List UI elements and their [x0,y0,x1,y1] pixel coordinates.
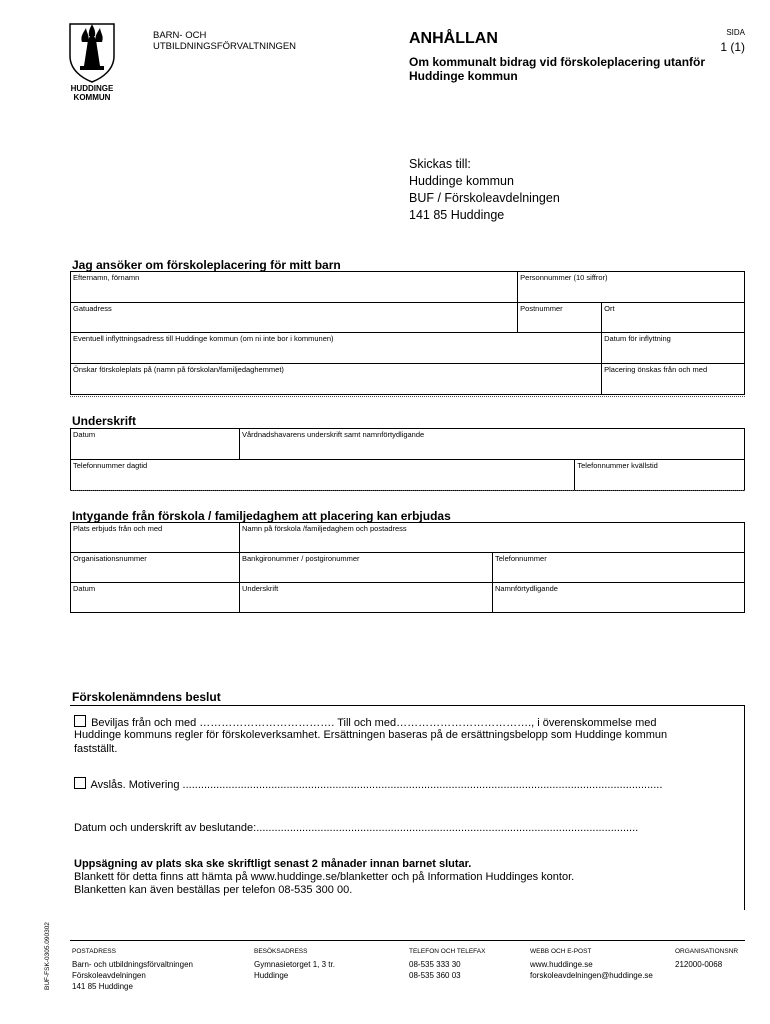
field-label: Datum [73,584,96,593]
org-number-field[interactable] [71,553,240,583]
rejected-option [74,777,734,792]
divider [70,396,745,397]
footer-text: 08-535 333 30 [409,960,461,969]
approved-option [74,715,734,730]
field-label: Telefonnummer [495,554,547,563]
footer-phone [409,946,485,981]
approved-text-line: fastställt. [74,743,118,755]
phone-field[interactable] [493,553,745,583]
footer-text: Förskoleavdelningen [72,971,146,980]
field-label: Ort [604,304,615,313]
footer-text: 212000-0068 [675,960,723,969]
send-to-line: BUF / Förskoleavdelningen [409,191,560,205]
field-label: Personnummer (10 siffror) [520,273,608,282]
email-link[interactable]: forskoleavdelningen@huddinge.se [530,971,653,980]
approved-checkbox[interactable] [74,715,86,727]
city-field[interactable] [602,303,745,333]
footer-text: Gymnasietorget 1, 3 tr. [254,960,335,969]
name-field[interactable] [71,272,518,303]
footer-label: BESÖKSADRESS [254,948,308,955]
phone-evening-field[interactable] [575,460,745,491]
field-label: Plats erbjuds från och med [73,524,163,533]
form-title: ANHÅLLAN [409,30,498,47]
website-link[interactable]: www.huddinge.se [530,960,593,969]
section-title-signature: Underskrift [72,414,137,428]
move-date-field[interactable] [602,333,745,364]
field-label: Bankgironummer / postgironummer [242,554,360,563]
field-label: Önskar förskoleplats på (namn på förskolan/familjedaghemmet) [73,365,284,374]
personal-number-field[interactable] [518,272,745,303]
footer-label: ORGANISATIONSNR [675,948,739,955]
send-to-label: Skickas till: [409,157,471,171]
footer-text: 08-535 360 03 [409,971,461,980]
notice-line: Blanketten kan även beställas per telefon 08-535 300 00. [74,884,353,896]
rejected-text: Avslås. Motivering ............................................................................................................................................................. [90,779,663,791]
bank-giro-field[interactable] [240,553,493,583]
footer-postal [72,946,193,992]
certification-table [70,522,745,613]
field-label: Datum för inflyttning [604,334,671,343]
field-label: Namn på förskola /familjedaghem och postadress [242,524,407,533]
signature-table [70,428,745,491]
field-label: Organisationsnummer [73,554,147,563]
page-number: 1 (1) [720,40,745,54]
send-to-address [409,156,560,224]
field-label: Eventuell inflyttningsadress till Huddinge kommun (om ni inte bor i kommunen) [73,334,334,343]
send-to-line: Huddinge kommun [409,174,514,188]
footer-visit [254,946,335,981]
field-label: Namnförtydligande [495,584,558,593]
field-label: Vårdnadshavarens underskrift samt namnförtydligande [242,430,425,439]
field-label: Postnummer [520,304,563,313]
page-label: SIDA [726,28,745,37]
footer-label: POSTADRESS [72,948,116,955]
municipality-logo [62,22,122,89]
placement-from-field[interactable] [602,364,745,395]
child-info-table [70,271,745,395]
postal-code-field[interactable] [518,303,602,333]
name-clarification-field[interactable] [493,583,745,613]
notice-text [74,858,574,897]
field-label: Telefonnummer dagtid [73,461,148,470]
footer-text: Huddinge [254,971,289,980]
field-label: Efternamn, förnamn [73,273,140,282]
cert-date-field[interactable] [71,583,240,613]
divider [70,490,745,491]
section-title-decision: Förskolenämndens beslut [72,690,221,704]
phone-day-field[interactable] [71,460,575,491]
footer-text: 141 85 Huddinge [72,982,133,991]
footer-label: TELEFON OCH TELEFAX [409,948,486,955]
move-address-field[interactable] [71,333,602,364]
department-name: BARN- OCH UTBILDNINGSFÖRVALTNINGEN [153,30,297,52]
footer-web [530,946,653,981]
form-code: BUF-FSK-0305.090302 [44,922,51,990]
field-label: Datum [73,430,96,439]
cert-signature-field[interactable] [240,583,493,613]
coat-of-arms-icon [62,22,122,84]
form-subtitle: Om kommunalt bidrag vid förskoleplacering utanför Huddinge kommun [409,55,706,83]
preschool-name-field[interactable] [240,523,745,553]
street-field[interactable] [71,303,518,333]
guardian-signature-field[interactable] [240,429,745,460]
approved-text-line: Huddinge kommuns regler för förskoleverksamhet. Ersättningen baseras på de ersättningsbelopp som Huddinge kommun [74,729,668,741]
field-label: Placering önskas från och med [604,365,708,374]
offered-from-field[interactable] [71,523,240,553]
field-label: Gatuadress [73,304,112,313]
footer-label: WEBB OCH E-POST [530,948,592,955]
footer-text: Barn- och utbildningsförvaltningen [72,960,193,969]
rejected-checkbox[interactable] [74,777,86,789]
preferred-preschool-field[interactable] [71,364,602,395]
footer-org [675,946,738,970]
section-title-child: Jag ansöker om förskoleplacering för mitt barn [72,258,341,272]
send-to-line: 141 85 Huddinge [409,208,505,222]
section-title-certification: Intygande från förskola / familjedaghem att placering kan erbjudas [72,509,451,523]
approved-text: Beviljas från och med ………………………………. Till och med………………………………., i överenskommelse med [91,717,657,729]
decision-signature-line[interactable]: Datum och underskrift av beslutande:............................................................................................................................. [74,822,639,834]
notice-line: Blankett för detta finns att hämta på www.huddinge.se/blanketter och på Information Huddinges kontor. [74,871,575,883]
field-label: Underskrift [242,584,279,593]
notice-bold: Uppsägning av plats ska ske skriftligt senast 2 månader innan barnet slutar. [74,858,472,870]
footer-divider [70,940,745,941]
field-label: Telefonnummer kvällstid [577,461,658,470]
logo-text: HUDDINGE KOMMUN [70,84,114,102]
date-field[interactable] [71,429,240,460]
